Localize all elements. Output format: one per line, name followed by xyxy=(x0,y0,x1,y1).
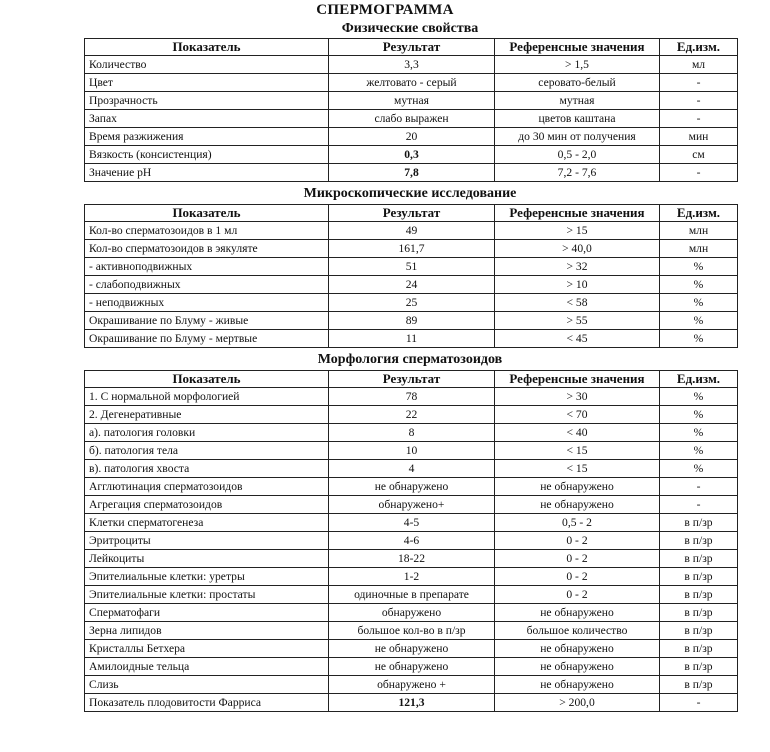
reference-cell: < 58 xyxy=(495,294,660,312)
indicator-cell: - слабоподвижных xyxy=(85,276,329,294)
header-result: Результат xyxy=(329,39,495,56)
result-cell: 4-5 xyxy=(329,514,495,532)
unit-cell: - xyxy=(660,496,738,514)
table-row xyxy=(85,276,738,294)
header-indicator: Показатель xyxy=(85,39,329,56)
result-cell: 121,3 xyxy=(329,694,495,712)
table-row xyxy=(85,676,738,694)
header-unit: Ед.изм. xyxy=(660,205,738,222)
header-reference: Референсные значения xyxy=(495,39,660,56)
result-cell: желтовато - серый xyxy=(329,74,495,92)
unit-cell: % xyxy=(660,258,738,276)
unit-cell: - xyxy=(660,110,738,128)
reference-cell: не обнаружено xyxy=(495,640,660,658)
result-cell: 11 xyxy=(329,330,495,348)
table-row xyxy=(85,312,738,330)
indicator-cell: Прозрачность xyxy=(85,92,329,110)
unit-cell: млн xyxy=(660,222,738,240)
header-unit: Ед.изм. xyxy=(660,39,738,56)
table-row xyxy=(85,640,738,658)
table-row xyxy=(85,146,738,164)
table-row xyxy=(85,658,738,676)
result-cell: не обнаружено xyxy=(329,658,495,676)
reference-cell: < 70 xyxy=(495,406,660,424)
reference-cell: 0 - 2 xyxy=(495,568,660,586)
morphology-table xyxy=(84,370,738,712)
unit-cell: в п/зр xyxy=(660,604,738,622)
result-cell: обнаружено xyxy=(329,604,495,622)
header-result: Результат xyxy=(329,205,495,222)
unit-cell: % xyxy=(660,388,738,406)
reference-cell: 0 - 2 xyxy=(495,550,660,568)
indicator-cell: Агрегация сперматозоидов xyxy=(85,496,329,514)
reference-cell: 0,5 - 2 xyxy=(495,514,660,532)
table-row xyxy=(85,496,738,514)
table-row xyxy=(85,56,738,74)
indicator-cell: Зерна липидов xyxy=(85,622,329,640)
result-cell: 1-2 xyxy=(329,568,495,586)
unit-cell: % xyxy=(660,406,738,424)
result-cell: одиночные в препарате xyxy=(329,586,495,604)
table-row xyxy=(85,258,738,276)
result-cell: мутная xyxy=(329,92,495,110)
reference-cell: > 10 xyxy=(495,276,660,294)
result-cell: 89 xyxy=(329,312,495,330)
indicator-cell: - неподвижных xyxy=(85,294,329,312)
table-row xyxy=(85,330,738,348)
unit-cell: - xyxy=(660,164,738,182)
header-indicator: Показатель xyxy=(85,205,329,222)
section-title-morphology: Морфология сперматозоидов xyxy=(317,352,503,367)
document-title: СПЕРМОГРАММА xyxy=(316,2,454,18)
unit-cell: % xyxy=(660,330,738,348)
result-cell: 10 xyxy=(329,442,495,460)
unit-cell: в п/зр xyxy=(660,568,738,586)
unit-cell: - xyxy=(660,92,738,110)
indicator-cell: Кол-во сперматозоидов в эякуляте xyxy=(85,240,329,258)
table-row xyxy=(85,478,738,496)
unit-cell: в п/зр xyxy=(660,514,738,532)
indicator-cell: Эритроциты xyxy=(85,532,329,550)
indicator-cell: 1. С нормальной морфологией xyxy=(85,388,329,406)
reference-cell: > 200,0 xyxy=(495,694,660,712)
header-reference: Референсные значения xyxy=(495,371,660,388)
table-row xyxy=(85,586,738,604)
unit-cell: - xyxy=(660,74,738,92)
table-row xyxy=(85,164,738,182)
reference-cell: > 30 xyxy=(495,388,660,406)
table-row xyxy=(85,110,738,128)
indicator-cell: а). патология головки xyxy=(85,424,329,442)
result-cell: обнаружено+ xyxy=(329,496,495,514)
result-cell: 161,7 xyxy=(329,240,495,258)
result-cell: 20 xyxy=(329,128,495,146)
reference-cell: < 15 xyxy=(495,442,660,460)
indicator-cell: Вязкость (консистенция) xyxy=(85,146,329,164)
unit-cell: в п/зр xyxy=(660,676,738,694)
result-cell: 78 xyxy=(329,388,495,406)
reference-cell: цветов каштана xyxy=(495,110,660,128)
indicator-cell: Сперматофаги xyxy=(85,604,329,622)
unit-cell: - xyxy=(660,478,738,496)
indicator-cell: Окрашивание по Блуму - мертвые xyxy=(85,330,329,348)
result-cell: не обнаружено xyxy=(329,478,495,496)
unit-cell: - xyxy=(660,694,738,712)
reference-cell: не обнаружено xyxy=(495,658,660,676)
reference-cell: серовато-белый xyxy=(495,74,660,92)
table-row xyxy=(85,532,738,550)
result-cell: 51 xyxy=(329,258,495,276)
reference-cell: > 32 xyxy=(495,258,660,276)
reference-cell: > 55 xyxy=(495,312,660,330)
reference-cell: не обнаружено xyxy=(495,496,660,514)
reference-cell: > 1,5 xyxy=(495,56,660,74)
unit-cell: в п/зр xyxy=(660,658,738,676)
indicator-cell: б). патология тела xyxy=(85,442,329,460)
result-cell: 4-6 xyxy=(329,532,495,550)
reference-cell: большое количество xyxy=(495,622,660,640)
reference-cell: < 45 xyxy=(495,330,660,348)
indicator-cell: Окрашивание по Блуму - живые xyxy=(85,312,329,330)
microscopic-table xyxy=(84,204,738,348)
result-cell: 18-22 xyxy=(329,550,495,568)
reference-cell: не обнаружено xyxy=(495,604,660,622)
indicator-cell: Клетки сперматогенеза xyxy=(85,514,329,532)
unit-cell: в п/зр xyxy=(660,622,738,640)
table-row xyxy=(85,74,738,92)
unit-cell: в п/зр xyxy=(660,586,738,604)
section-title-physical: Физические свойства xyxy=(341,21,479,36)
reference-cell: до 30 мин от получения xyxy=(495,128,660,146)
header-unit: Ед.изм. xyxy=(660,371,738,388)
table-row xyxy=(85,222,738,240)
table-row xyxy=(85,568,738,586)
unit-cell: % xyxy=(660,312,738,330)
table-header-row xyxy=(85,371,738,388)
result-cell: 4 xyxy=(329,460,495,478)
reference-cell: < 15 xyxy=(495,460,660,478)
unit-cell: % xyxy=(660,442,738,460)
table-row xyxy=(85,442,738,460)
reference-cell: 0 - 2 xyxy=(495,532,660,550)
unit-cell: % xyxy=(660,276,738,294)
indicator-cell: Количество xyxy=(85,56,329,74)
indicator-cell: Лейкоциты xyxy=(85,550,329,568)
unit-cell: в п/зр xyxy=(660,532,738,550)
indicator-cell: Агглютинация сперматозоидов xyxy=(85,478,329,496)
table-row xyxy=(85,424,738,442)
unit-cell: в п/зр xyxy=(660,640,738,658)
header-result: Результат xyxy=(329,371,495,388)
table-header-row xyxy=(85,39,738,56)
result-cell: 0,3 xyxy=(329,146,495,164)
result-cell: слабо выражен xyxy=(329,110,495,128)
unit-cell: % xyxy=(660,424,738,442)
result-cell: 22 xyxy=(329,406,495,424)
result-cell: не обнаружено xyxy=(329,640,495,658)
reference-cell: 7,2 - 7,6 xyxy=(495,164,660,182)
table-header-row xyxy=(85,205,738,222)
indicator-cell: Слизь xyxy=(85,676,329,694)
unit-cell: % xyxy=(660,294,738,312)
indicator-cell: Цвет xyxy=(85,74,329,92)
reference-cell: > 15 xyxy=(495,222,660,240)
table-row xyxy=(85,550,738,568)
physical-properties-table xyxy=(84,38,738,182)
indicator-cell: Кристаллы Бетхера xyxy=(85,640,329,658)
table-row xyxy=(85,406,738,424)
result-cell: 8 xyxy=(329,424,495,442)
table-row xyxy=(85,294,738,312)
indicator-cell: Эпителиальные клетки: уретры xyxy=(85,568,329,586)
unit-cell: млн xyxy=(660,240,738,258)
table-row xyxy=(85,240,738,258)
section-title-microscopic: Микроскопические исследование xyxy=(303,186,517,201)
unit-cell: мин xyxy=(660,128,738,146)
result-cell: 7,8 xyxy=(329,164,495,182)
result-cell: 25 xyxy=(329,294,495,312)
reference-cell: мутная xyxy=(495,92,660,110)
indicator-cell: Кол-во сперматозоидов в 1 мл xyxy=(85,222,329,240)
reference-cell: не обнаружено xyxy=(495,478,660,496)
header-reference: Референсные значения xyxy=(495,205,660,222)
indicator-cell: Эпителиальные клетки: простаты xyxy=(85,586,329,604)
indicator-cell: Значение pH xyxy=(85,164,329,182)
table-row xyxy=(85,388,738,406)
table-row xyxy=(85,604,738,622)
result-cell: 24 xyxy=(329,276,495,294)
table-row xyxy=(85,514,738,532)
reference-cell: 0 - 2 xyxy=(495,586,660,604)
result-cell: большое кол-во в п/зр xyxy=(329,622,495,640)
reference-cell: 0,5 - 2,0 xyxy=(495,146,660,164)
table-row xyxy=(85,128,738,146)
unit-cell: мл xyxy=(660,56,738,74)
unit-cell: см xyxy=(660,146,738,164)
indicator-cell: Амилоидные тельца xyxy=(85,658,329,676)
indicator-cell: 2. Дегенеративные xyxy=(85,406,329,424)
indicator-cell: в). патология хвоста xyxy=(85,460,329,478)
indicator-cell: - активноподвижных xyxy=(85,258,329,276)
result-cell: 3,3 xyxy=(329,56,495,74)
table-row xyxy=(85,694,738,712)
indicator-cell: Запах xyxy=(85,110,329,128)
table-row xyxy=(85,92,738,110)
result-cell: обнаружено + xyxy=(329,676,495,694)
table-row xyxy=(85,622,738,640)
reference-cell: < 40 xyxy=(495,424,660,442)
reference-cell: > 40,0 xyxy=(495,240,660,258)
unit-cell: в п/зр xyxy=(660,550,738,568)
unit-cell: % xyxy=(660,460,738,478)
result-cell: 49 xyxy=(329,222,495,240)
reference-cell: не обнаружено xyxy=(495,676,660,694)
table-row xyxy=(85,460,738,478)
indicator-cell: Показатель плодовитости Фарриса xyxy=(85,694,329,712)
header-indicator: Показатель xyxy=(85,371,329,388)
indicator-cell: Время разжижения xyxy=(85,128,329,146)
